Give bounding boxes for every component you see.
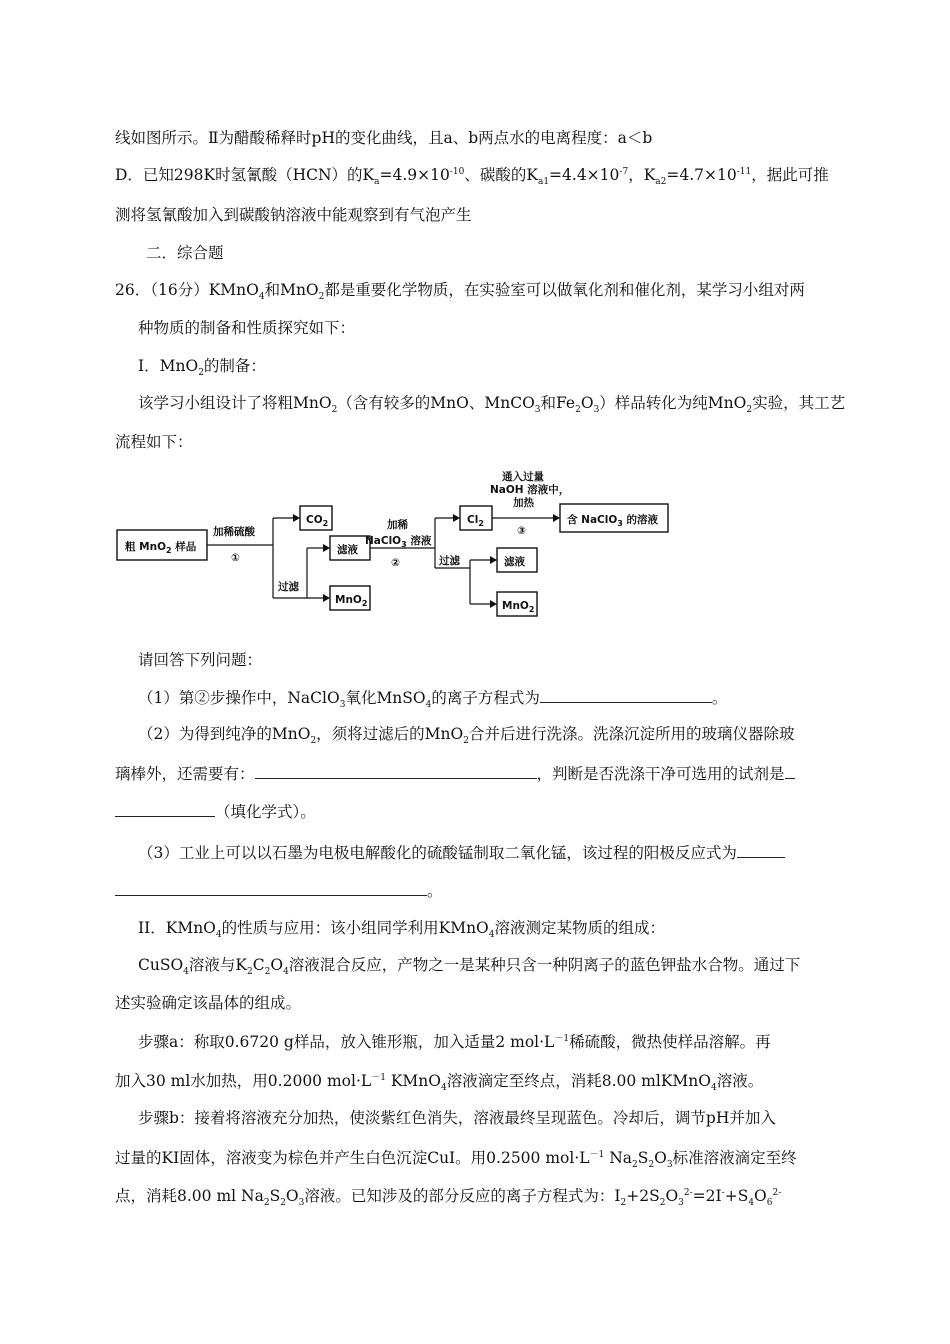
section-heading: 二．综合题: [146, 244, 224, 262]
step3-line3: 加热: [513, 497, 534, 509]
text-line: 过量的KI固体，溶液变为棕色并产生白色沉淀CuI。用0.2500 $mol\cdot L^{-1}$ $Na_2S_2O_3$标准溶液滴定至终: [115, 1149, 797, 1171]
step3-line2: NaOH 溶液中，: [490, 484, 570, 496]
question-1: （1）第②步操作中，NaClO$_3$氧化MnSO$_4$的离子方程式为 。: [138, 689, 728, 711]
text-line: 该学习小组设计了将粗MnO$_2$（含有较多的MnO、MnCO$_3$和$Fe_2O_3$）样品转化为纯MnO$_2$实验，其工艺: [138, 394, 846, 416]
text-line: 测将氢氰酸加入到碳酸钠溶液中能观察到有气泡产生: [115, 206, 472, 224]
filtrate2-label: 滤液: [504, 556, 525, 568]
text-line: CuSO$_4$溶液与$K_2C_2O_4$溶液混合反应，产物之一是某种只含一种阴离子的蓝色钾盐水合物。通过下: [138, 956, 801, 978]
answer-blank[interactable]: [115, 802, 215, 817]
process-flow-diagram: [115, 468, 675, 618]
part-ii-heading: II．KMnO$_4$的性质与应用：该小组同学利用KMnO$_4$溶液测定某物质的组成：: [138, 919, 666, 941]
text-line: 璃棒外，还需要有： ，判断是否洗涤干净可选用的试剂是: [115, 764, 795, 784]
part-i-heading: I．MnO$_2$的制备：: [138, 357, 266, 379]
product-label: 含 NaClO$_3$ 的溶液: [567, 514, 658, 528]
answer-blank[interactable]: [785, 764, 795, 779]
text-line: 种物质的制备和性质探究如下：: [138, 319, 356, 337]
step3-line1: 通入过量: [502, 471, 544, 483]
text-line: 加入30 ml水加热，用0.2000 $mol\cdot L^{-1}$ KMnO$_4$溶液滴定至终点，消耗8.00 mlKMnO$_4$溶液。: [115, 1072, 764, 1094]
step1-reagent: 加稀硫酸: [213, 526, 255, 538]
text-line: 线如图所示。Ⅱ为醋酸稀释时pH的变化曲线，且a、b两点水的电离程度：a＜b: [115, 129, 653, 147]
step2-number: ②: [391, 557, 400, 569]
step3-number: ③: [517, 525, 526, 537]
filtrate1-label: 滤液: [337, 544, 358, 556]
mno2-label-2: MnO$_2$: [502, 600, 535, 614]
question-2: （2）为得到纯净的MnO$_2$，须将过滤后的MnO$_2$合并后进行洗涤。洗涤沉淀所用的玻璃仪器除玻: [138, 725, 795, 747]
step-b: 步骤b：接着将溶液充分加热，使淡紫红色消失，溶液最终呈现蓝色。冷却后，调节pH并加入: [138, 1109, 776, 1127]
filter1-label: 过滤: [278, 581, 299, 593]
text-line: 述实验确定该晶体的组成。: [115, 994, 302, 1012]
filter2-label: 过滤: [439, 555, 460, 567]
cl2-label: $Cl_2$: [467, 514, 484, 528]
text-line: 。: [115, 881, 443, 901]
answer-blank[interactable]: [255, 764, 537, 779]
step2-reagent-line2: NaClO$_3$ 溶液: [365, 535, 432, 549]
text-line: 点，消耗8.00 ml $Na_2S_2O_3$溶液。已知涉及的部分反应的离子方程式为：$I_2+2S_2O_3^{2-}=2I^-+S_4O_6^{2-}$: [115, 1187, 782, 1209]
mno2-label-1: MnO$_2$: [335, 594, 368, 608]
text-line: 流程如下：: [115, 433, 193, 451]
co2-label: $CO_2$: [306, 514, 329, 528]
step1-number: ①: [231, 552, 240, 564]
text-line: （填化学式）。: [115, 802, 316, 822]
step2-reagent-line1: 加稀: [387, 519, 408, 531]
question-3: （3）工业上可以以石墨为电极电解酸化的硫酸锰制取二氧化锰，该过程的阳极反应式为: [138, 843, 785, 863]
answer-blank[interactable]: [115, 881, 427, 896]
question-26: 26．（16分）KMnO$_4$和MnO$_2$都是重要化学物质，在实验室可以做氧化剂和催化剂，某学习小组对两: [115, 281, 805, 303]
option-d: D．已知298K时氢氰酸（HCN）的$K_a=4.9\times 10^{-10}$、碳酸的$K_{a1}=4.4\times 10^{-7}$，$K_{a2}=4.7\times 10^{-11}$，据此可推: [115, 166, 829, 188]
text-line: 请回答下列问题：: [138, 651, 263, 669]
answer-blank[interactable]: [737, 843, 785, 858]
sample-label: 粗 MnO$_2$ 样品: [125, 541, 197, 555]
answer-blank[interactable]: [540, 688, 712, 703]
step-a: 步骤a：称取0.6720 g样品，放入锥形瓶，加入适量2 $mol\cdot L^{-1}$稀硫酸，微热使样品溶解。再: [138, 1033, 771, 1051]
